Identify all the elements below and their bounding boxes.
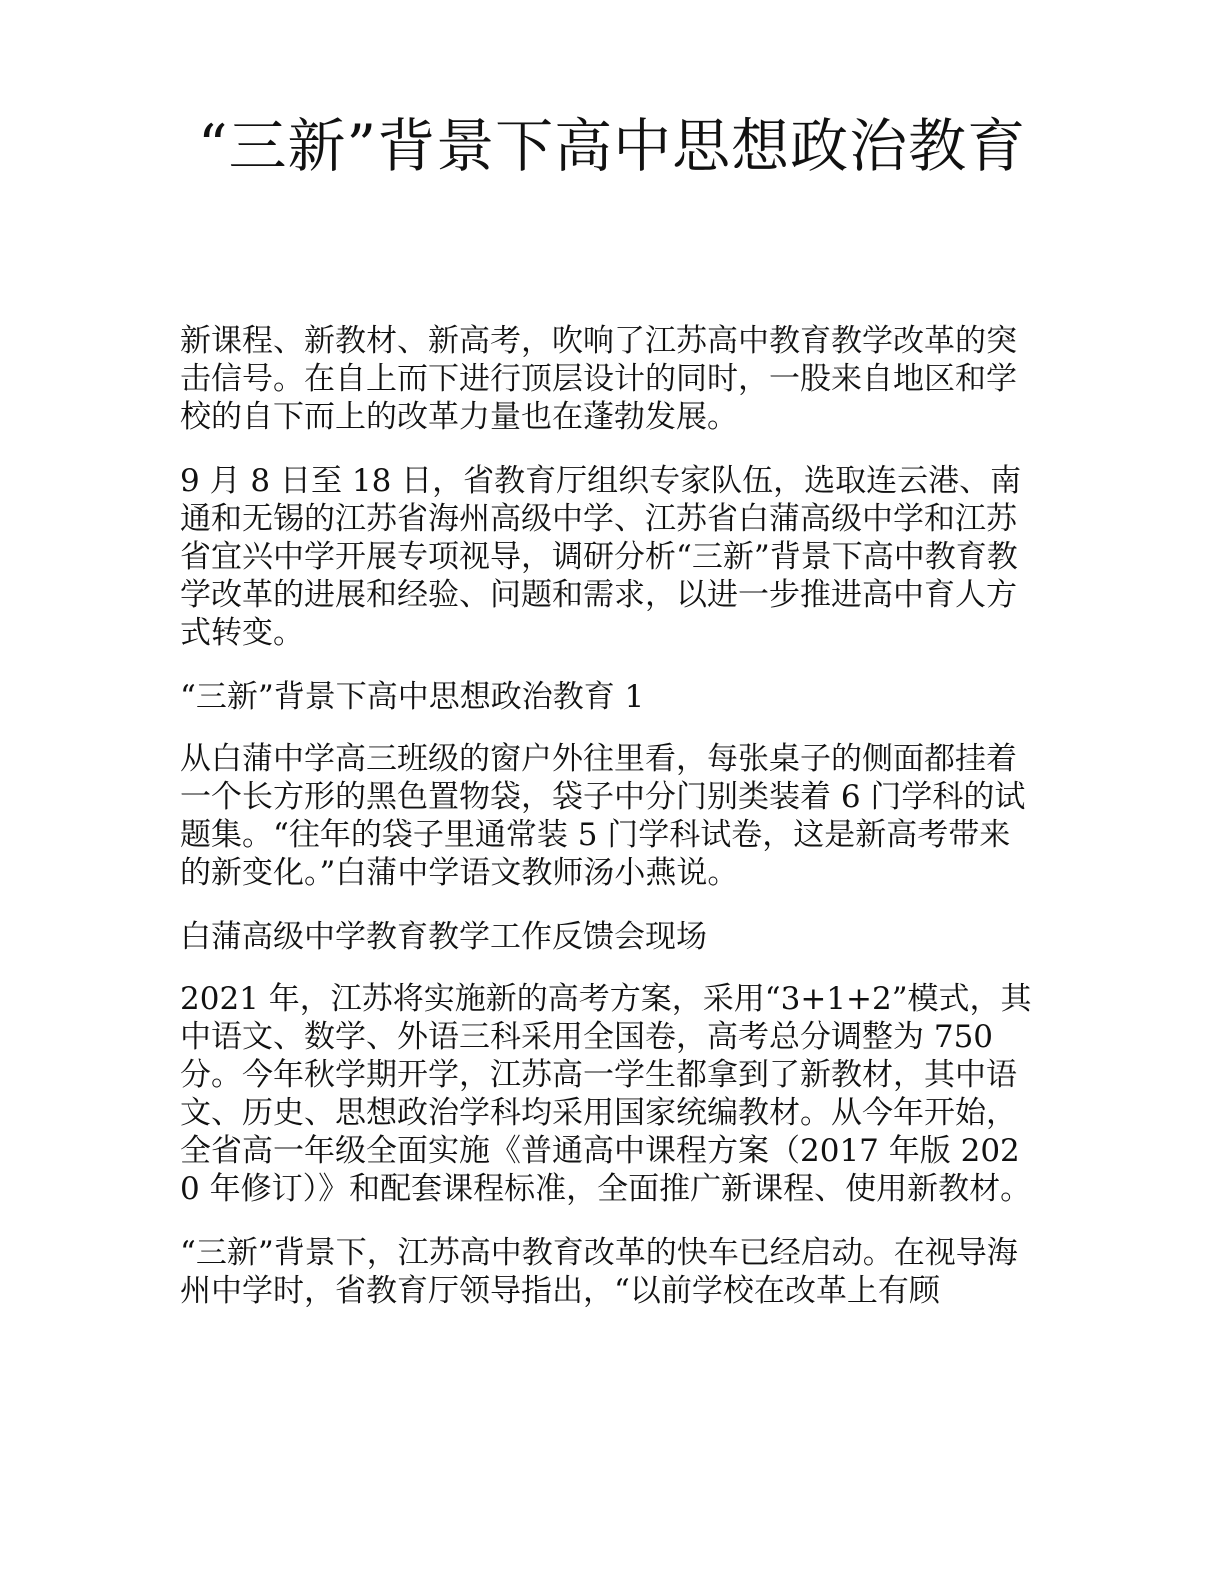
paragraph-1: 新课程、新教材、新高考，吹响了江苏高中教育教学改革的突击信号。在自上而下进行顶层设计的同时，一股来自地区和学校的自下而上的改革力量也在蓬勃发展。 xyxy=(180,323,1017,435)
document-body xyxy=(180,322,1036,1336)
paragraph-3: 从白蒲中学高三班级的窗户外往里看，每张桌子的侧面都挂着一个长方形的黑色置物袋，袋子中分门别类装着 6 门学科的试题集。“往年的袋子里通常装 5 门学科试卷，这是新高考带来的新变化。”白蒲中学语文教师汤小燕说。 xyxy=(180,741,1026,891)
image-caption: 白蒲高级中学教育教学工作反馈会现场 xyxy=(180,919,707,955)
document-title: “三新”背景下高中思想政治教育 xyxy=(197,112,1027,180)
paragraph-2: 9 月 8 日至 18 日，省教育厅组织专家队伍，选取连云港、南通和无锡的江苏省海州高级中学、江苏省白蒲高级中学和江苏省宜兴中学开展专项视导，调研分析“三新”背景下高中教育教学改革的进展和经验、问题和需求，以进一步推进高中育人方式转变。 xyxy=(180,463,1022,651)
section-heading: “三新”背景下高中思想政治教育 1 xyxy=(180,679,645,715)
paragraph-5: “三新”背景下，江苏高中教育改革的快车已经启动。在视导海州中学时，省教育厅领导指出，“以前学校在改革上有顾 xyxy=(180,1235,1018,1309)
paragraph-4: 2021 年，江苏将实施新的高考方案，采用“3+1+2”模式，其中语文、数学、外语三科采用全国卷，高考总分调整为 750 分。今年秋学期开学，江苏高一学生都拿到了新教材，其中语文、历史、思想政治学科均采用国家统编教材。从今年开始，全省高一年级全面实施《普通高中课程方案（2017 年版 2020 年修订）》和配套课程标准，全面推广新课程、使用新教材。 xyxy=(180,981,1032,1207)
